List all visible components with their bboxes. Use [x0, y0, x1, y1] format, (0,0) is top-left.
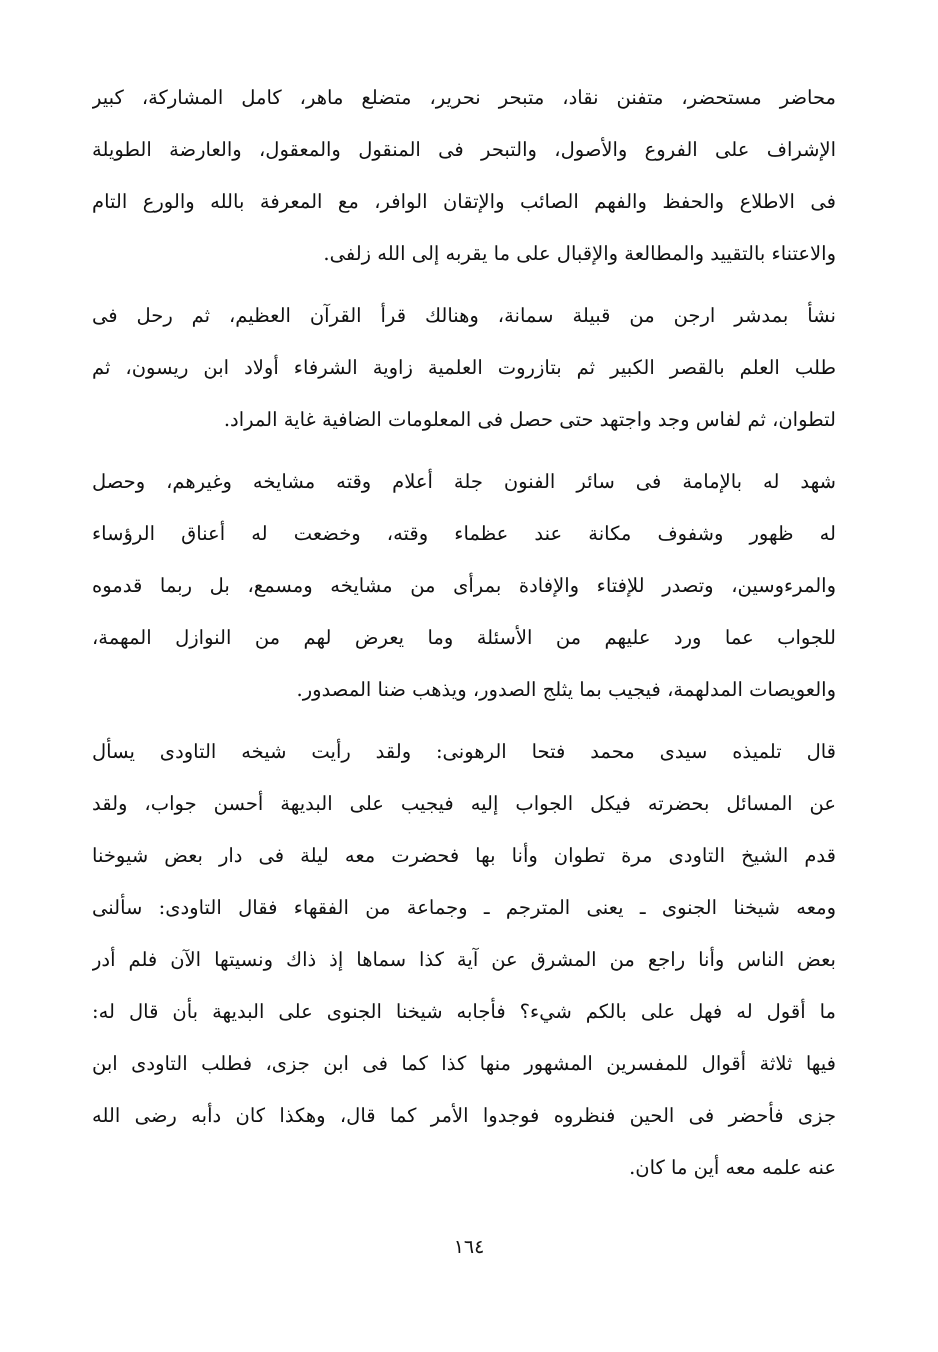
text-line: طلب العلم بالقصر الكبير ثم بتازروت العلمية زاوية الشرفاء أولاد ابن ريسون، ثم: [92, 356, 836, 379]
text-line: للجواب عما ورد عليهم من الأسئلة وما يعرض لهم من النوازل المهمة،: [92, 626, 836, 649]
text-line: والمرءوسين، وتصدر للإفتاء والإفادة بمرأى من مشايخه ومسمع، بل ربما قدموه: [92, 574, 836, 597]
text-line: لتطوان، ثم لفاس وجد واجتهد حتى حصل فى المعلومات الضافية غاية المراد.: [223, 408, 836, 431]
text-line: عنه علمه معه أين ما كان.: [629, 1156, 836, 1179]
paragraph: [92, 72, 836, 280]
text-line: بعض الناس وأنا راجع من المشرق عن آية كذا سماها إذ ذاك ونسيتها الآن فلم أدر: [92, 948, 836, 971]
text-line: جزى فأحضر فى الحين فنظروه فوجدوا الأمر كما قال، وهكذا كان دأبه رضى الله: [92, 1104, 836, 1127]
text-line: محاضر مستحضر، متفنن نقاد، متبحر نحرير، متضلع ماهر، كامل المشاركة، كبير: [92, 86, 836, 109]
text-line: له ظهور وشفوف مكانة عند عظماء وقته، وخضعت له أعناق الرؤساء: [92, 522, 836, 545]
text-line: نشأ بمدشر ارجن من قبيلة سمانة، وهنالك قرأ القرآن العظيم، ثم رحل فى: [92, 304, 836, 327]
paragraph: [92, 456, 836, 716]
paragraph: [92, 290, 836, 446]
text-line: فيها ثلاثة أقوال للمفسرين المشهور منها كذا كما فى ابن جزى، فطلب التاودى ابن: [92, 1052, 836, 1075]
paragraph: [92, 726, 836, 1194]
text-line: والاعتناء بالتقييد والمطالعة والإقبال على ما يقربه إلى الله زلفى.: [323, 242, 836, 265]
text-line: عن المسائل بحضرته فيكل الجواب إليه فيجيب على البديهة أحسن جواب، ولقد: [92, 792, 836, 815]
text-line: الإشراف على الفروع والأصول، والتبحر فى المنقول والمعقول، والعارضة الطويلة: [92, 138, 836, 161]
text-line: شهد له بالإمامة فى سائر الفنون جلة أعلام وقته مشايخه وغيرهم، وحصل: [92, 470, 836, 493]
text-line: والعويصات المدلهمة، فيجيب بما يثلج الصدور، ويذهب ضنا المصدور.: [296, 678, 836, 701]
page-number: ١٦٤: [453, 1236, 485, 1258]
text-line: ومعه شيخنا الجنوى ـ يعنى المترجم ـ وجماعة من الفقهاء فقال التاودى: سألنى: [92, 896, 836, 919]
body-text: [92, 72, 836, 1194]
text-line: ما أقول له فهل على بالكم شيء؟ فأجابه شيخنا الجنوى على البديهة بأن قال له:: [92, 1000, 836, 1023]
text-line: قال تلميذه سيدى محمد فتحا الرهونى: ولقد رأيت شيخه التاودى يسأل: [92, 740, 836, 763]
text-line: قدم الشيخ التاودى مرة تطوان وأنا بها فحضرت معه ليلة فى دار بعض شيوخنا: [92, 844, 836, 867]
text-line: فى الاطلاع والحفظ والفهم الصائب والإتقان الوافر، مع المعرفة بالله والورع التام: [92, 190, 836, 213]
